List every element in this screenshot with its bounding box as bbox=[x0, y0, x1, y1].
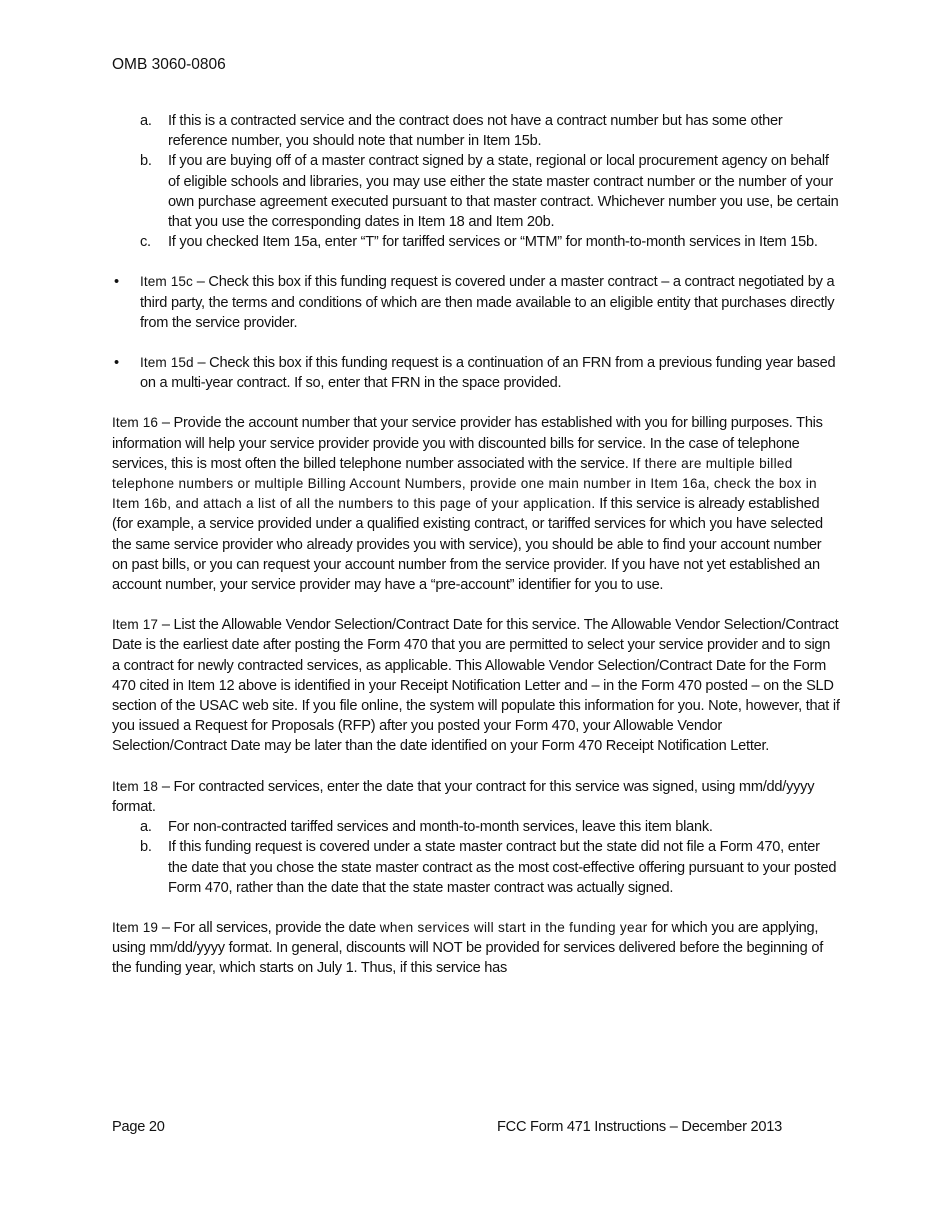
bullet-icon: • bbox=[114, 274, 119, 291]
bullet-icon: • bbox=[114, 355, 119, 372]
list-label: a. bbox=[140, 113, 152, 129]
paragraph-text-emphasis: when services will start in the funding year bbox=[379, 919, 648, 935]
list-label: b. bbox=[140, 839, 152, 856]
bullet-item-15d bbox=[112, 353, 840, 393]
list-text: If you are buying off of a master contract signed by a state, regional or local procurement agency on behalf of eligible schools and libraries, you may use either the state master contract number or the number of your own purchase agreement executed pursuant to that master contract. Whichever number you use, be certain that you use the corresponding dates in Item 18 and Item 20b. bbox=[168, 153, 839, 231]
item15b-sublist bbox=[112, 111, 840, 252]
list-item bbox=[112, 111, 840, 151]
item-ref: Item 19 bbox=[112, 919, 159, 935]
paragraph-text: – Provide the account number that your service provider has established with you for billing purposes. This information will help your service provider provide you with discounted bills for service. In the case of telephone services, this is most often the billed telephone number associated with the service. bbox=[112, 415, 823, 472]
list-text: If this is a contracted service and the contract does not have a contract number but has some other reference number, you should note that number in Item 15b. bbox=[168, 113, 783, 150]
paragraph-text-emphasis: If there are multiple billed telephone numbers or multiple Billing Account Numbers, provide one main number in Item 16a, check the box in Item 16b, and attach a list of all the numbers to this page of your application. bbox=[112, 455, 817, 512]
footer-title: FCC Form 471 Instructions – December 2013 bbox=[497, 1119, 782, 1135]
paragraph-text: – For all services, provide the date bbox=[158, 919, 380, 936]
item17-paragraph bbox=[112, 615, 840, 756]
bullet-item-15c bbox=[112, 272, 840, 333]
item-ref: Item 16 bbox=[112, 415, 159, 431]
item16-paragraph bbox=[112, 413, 840, 595]
list-item bbox=[112, 817, 840, 837]
item-ref: Item 15d bbox=[140, 355, 194, 371]
paragraph-text: – For contracted services, enter the date that your contract for this service was signed, using mm/dd/yyyy format. bbox=[112, 778, 815, 815]
list-label: a. bbox=[140, 819, 152, 836]
list-item bbox=[112, 151, 840, 232]
instructions-body bbox=[112, 111, 840, 979]
item19-paragraph bbox=[112, 918, 840, 979]
paragraph-text: If this service is already established (for example, a service provided under a qualified existing contract, or tariffed services for which you have selected the same service provider who already provides you with service), you should be able to find your account number on past bills, or you can request your account number from the service provider. If you have not yet established an account number, your service provider may have a “pre-account” identifier for you to use. bbox=[112, 496, 823, 594]
item-ref: Item 15c bbox=[140, 274, 193, 290]
bullet-text: – Check this box if this funding request is a continuation of an FRN from a previous funding year based on a multi-year contract. If so, enter that FRN in the space provided. bbox=[140, 355, 836, 392]
item-ref: Item 17 bbox=[112, 617, 159, 633]
item18-sublist bbox=[112, 817, 840, 898]
list-text: If you checked Item 15a, enter “T” for tariffed services or “MTM” for month-to-month services in Item 15b. bbox=[168, 234, 818, 251]
list-text: For non-contracted tariffed services and month-to-month services, leave this item blank. bbox=[168, 819, 713, 836]
page-number: Page 20 bbox=[112, 1119, 165, 1135]
list-text: If this funding request is covered under a state master contract but the state did not file a Form 470, enter the date that you chose the state master contract as the most cost-effective offering pursuant to your posted Form 470, rather than the date that the state master contract was actually signed. bbox=[168, 839, 837, 896]
list-label: b. bbox=[140, 153, 152, 170]
list-label: c. bbox=[140, 234, 151, 251]
list-item bbox=[112, 837, 840, 898]
paragraph-text: for which you are applying, using mm/dd/yyyy format. In general, discounts will NOT be provided for services delivered before the beginning of the funding year, which starts on July 1. Thus, if this service has bbox=[112, 919, 824, 977]
paragraph-text: – List the Allowable Vendor Selection/Contract Date for this service. The Allowable Vendor Selection/Contract Date is the earliest date after posting the Form 470 that you are permitted to select your service provider and to sign a contract for newly contracted services, as applicable. This Allowable Vendor Selection/Contract Date for the Form 470 cited in Item 12 above is identified in your Receipt Notification Letter and – in the Form 470 posted – on the SLD section of the USAC web site. If you file online, the system will populate this information for you. Note, however, that if you issued a Request for Proposals (RFP) after you posted your Form 470, your Allowable Vendor Selection/Contract Date may be later than the date identified on your Form 470 Receipt Notification Letter. bbox=[112, 617, 840, 755]
item-ref: Item 18 bbox=[112, 778, 159, 794]
bullet-text: – Check this box if this funding request is covered under a master contract – a contract negotiated by a third party, the terms and conditions of which are then made available to an eligible entity that purchases directly from the service provider. bbox=[140, 274, 835, 331]
item15-bullets bbox=[112, 272, 840, 393]
item18-paragraph bbox=[112, 777, 840, 817]
list-item bbox=[112, 232, 840, 252]
omb-number: OMB 3060-0806 bbox=[112, 56, 226, 73]
